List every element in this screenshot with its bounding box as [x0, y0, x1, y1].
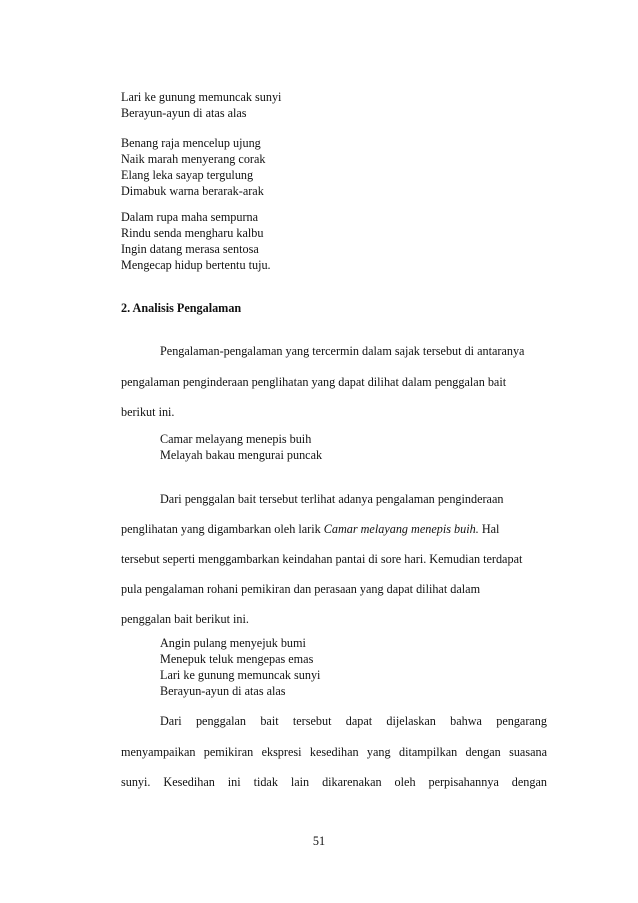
paragraph-line: pengalaman penginderaan penglihatan yang dapat dilihat dalam penggalan bait — [121, 375, 507, 389]
quote-line: Lari ke gunung memuncak sunyi — [160, 668, 321, 682]
paragraph-line: penggalan bait berikut ini. — [121, 612, 249, 626]
paragraph-line: tersebut seperti menggambarkan keindahan pantai di sore hari. Kemudian terdapat — [121, 552, 523, 566]
quote-line: Angin pulang menyejuk bumi — [160, 636, 306, 650]
quoted-stanza-2 — [160, 635, 320, 699]
paragraph-line: berikut ini. — [121, 405, 175, 419]
quote-line: Berayun-ayun di atas alas — [160, 684, 286, 698]
quoted-stanza-1 — [160, 431, 322, 463]
page-number: 51 — [312, 834, 326, 848]
poem-line: Ingin datang merasa sentosa — [121, 242, 259, 256]
quote-line: Camar melayang menepis buih — [160, 432, 312, 446]
poem-stanza-2 — [121, 135, 266, 199]
section-heading: 2. Analisis Pengalaman — [121, 301, 242, 315]
text-segment: penglihatan yang digambarkan oleh larik — [121, 522, 324, 536]
paragraph-line: pula pengalaman rohani pemikiran dan perasaan yang dapat dilihat dalam — [121, 582, 481, 596]
quote-line: Melayah bakau mengurai puncak — [160, 448, 323, 462]
italic-quote: Camar melayang menepis buih. — [323, 522, 479, 536]
paragraph-line: Dari penggalan bait tersebut terlihat adanya pengalaman penginderaan — [160, 492, 504, 506]
poem-line: Dalam rupa maha sempurna — [121, 210, 259, 224]
poem-line: Benang raja mencelup ujung — [121, 136, 261, 150]
poem-line: Naik marah menyerang corak — [121, 152, 266, 166]
paragraph-line: Pengalaman-pengalaman yang tercermin dalam sajak tersebut di antaranya — [160, 344, 525, 358]
poem-line: Mengecap hidup bertentu tuju. — [121, 258, 271, 272]
poem-line: Elang leka sayap tergulung — [121, 168, 254, 182]
paragraph-line: menyampaikan pemikiran ekspresi kesedihan yang ditampilkan dengan suasana — [121, 745, 547, 759]
poem-stanza-3 — [121, 209, 271, 273]
poem-line: Lari ke gunung memuncak sunyi — [121, 90, 282, 104]
paragraph-line: sunyi. Kesedihan ini tidak lain dikarenakan oleh perpisahannya dengan — [121, 775, 547, 789]
poem-line: Dimabuk warna berarak-arak — [121, 184, 264, 198]
paragraph-line: Dari penggalan bait tersebut dapat dijelaskan bahwa pengarang — [160, 714, 547, 728]
paragraph-line-with-italic — [121, 521, 499, 537]
poem-line: Rindu senda mengharu kalbu — [121, 226, 264, 240]
poem-line: Berayun-ayun di atas alas — [121, 106, 247, 120]
quote-line: Menepuk teluk mengepas emas — [160, 652, 314, 666]
poem-stanza-1 — [121, 89, 281, 121]
text-segment: Hal — [478, 522, 500, 536]
